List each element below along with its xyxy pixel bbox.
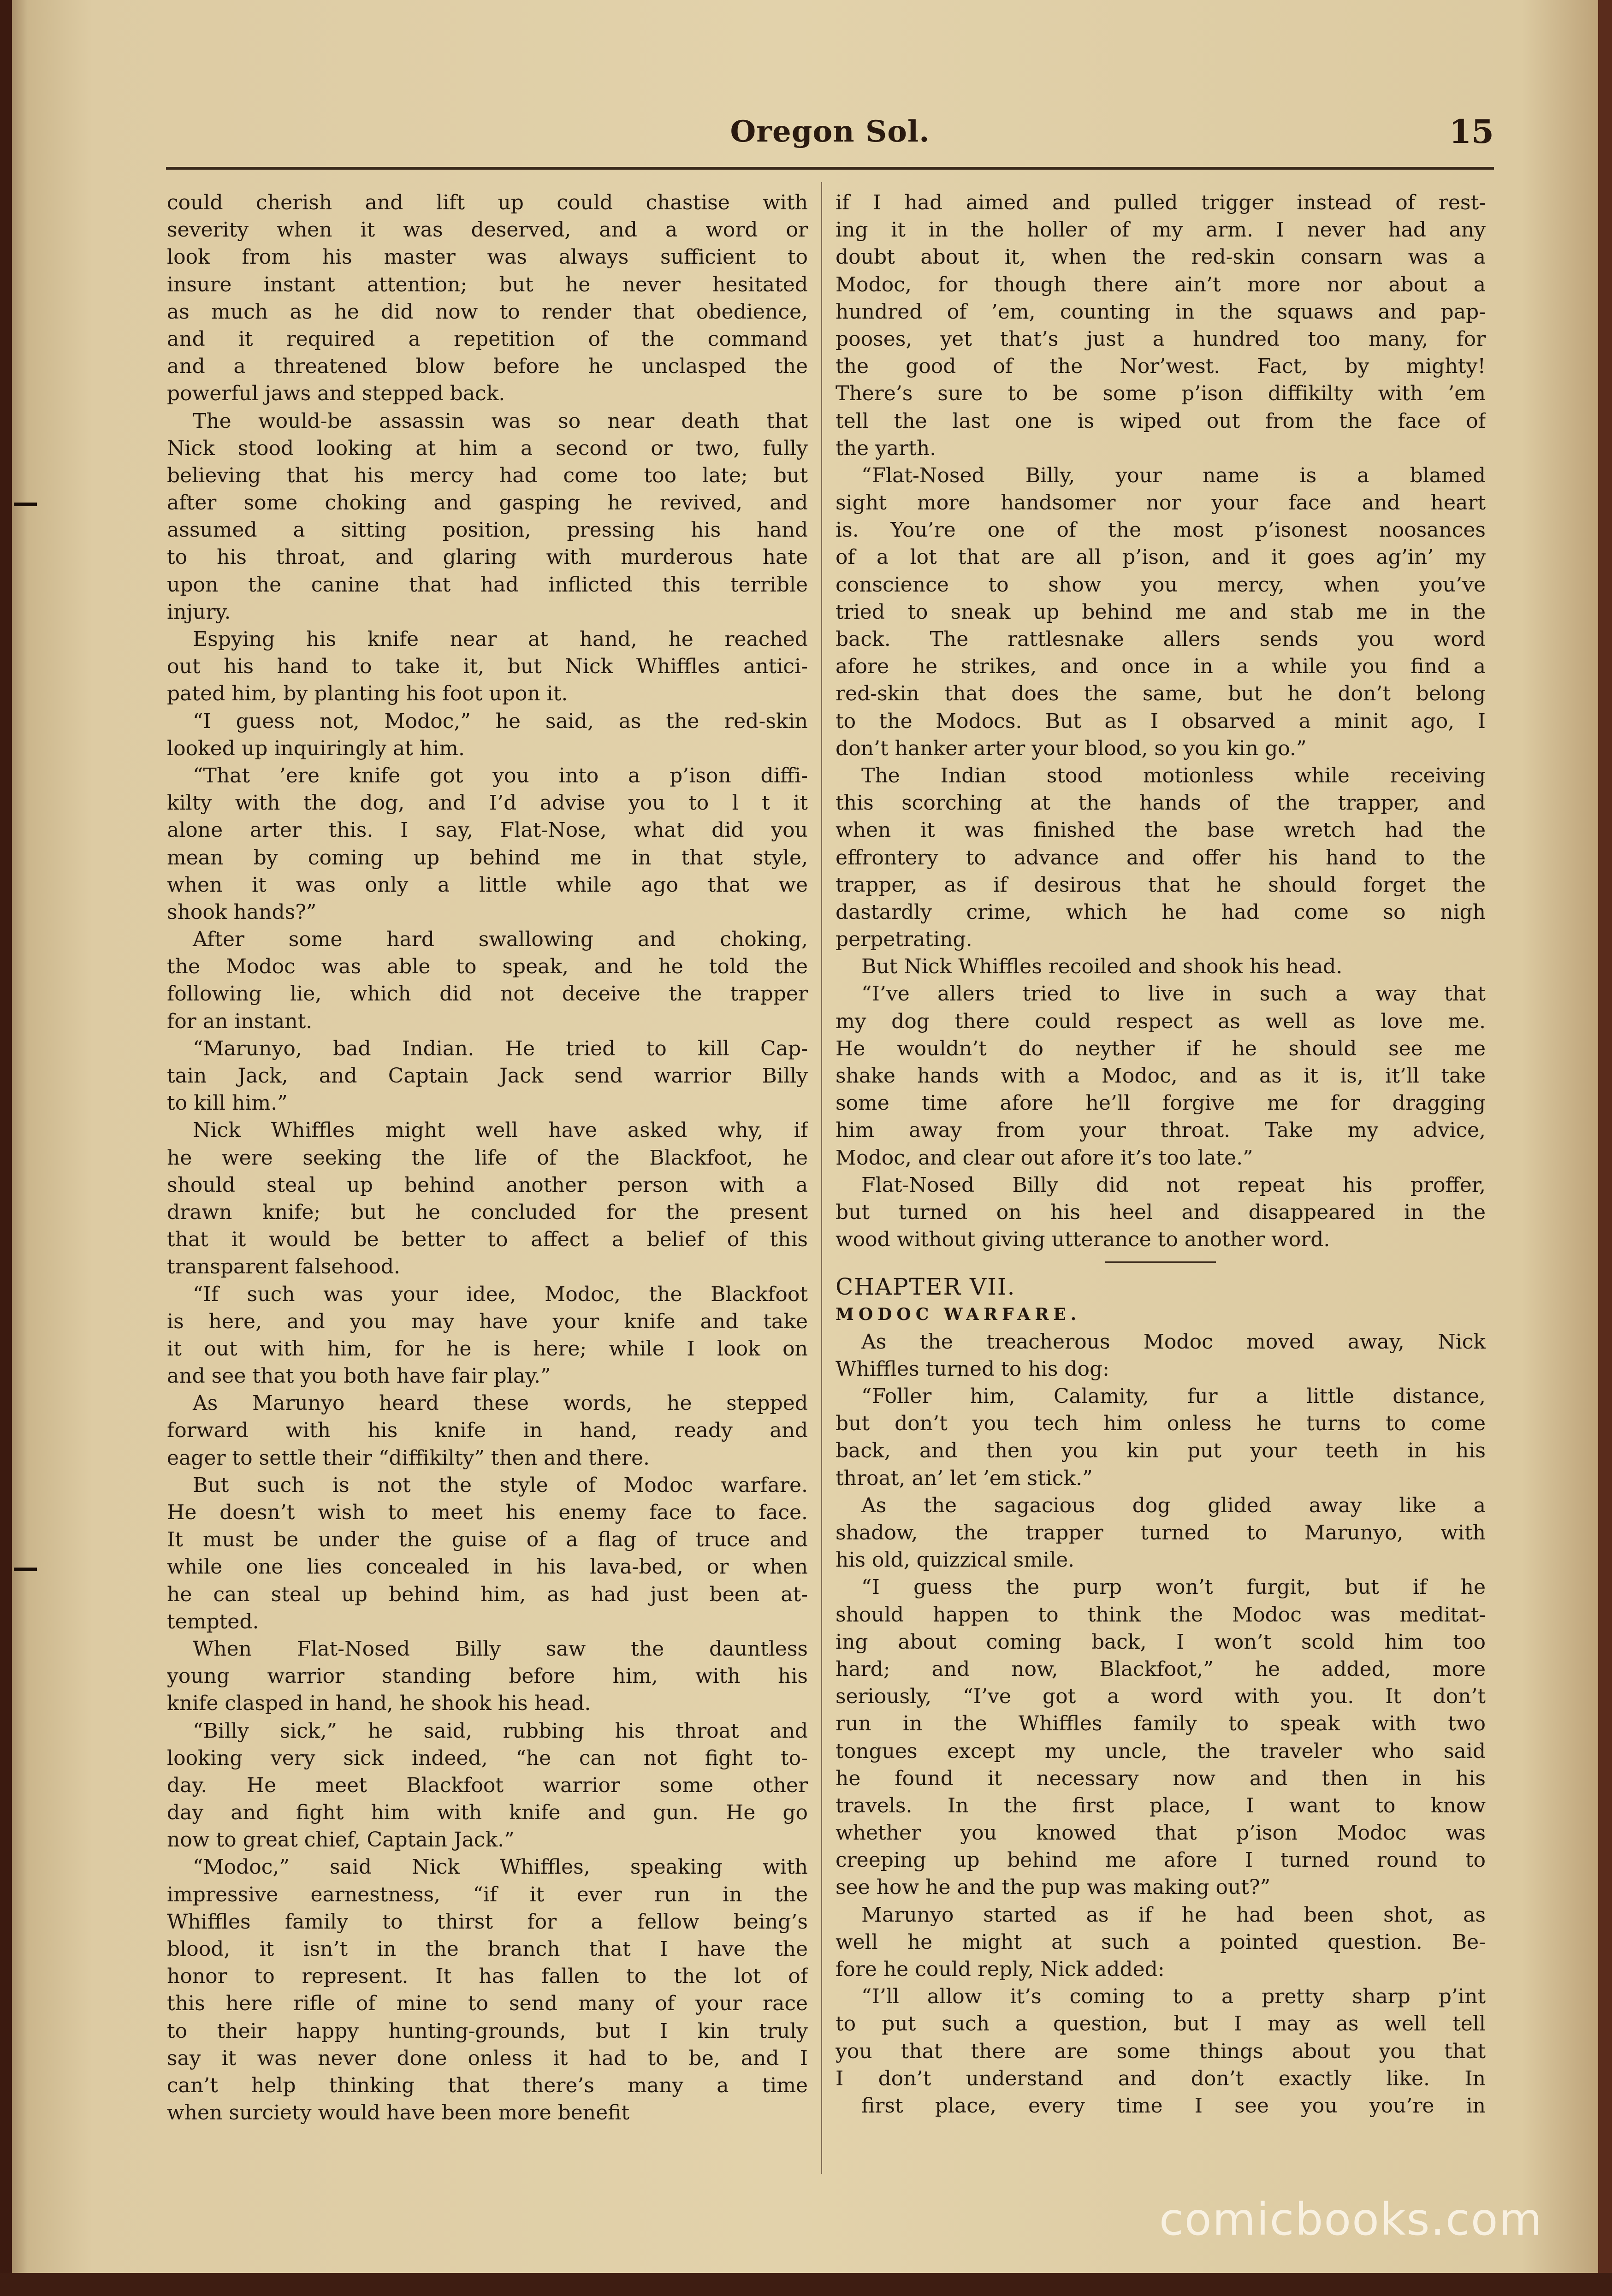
text-line: following lie, which did not deceive the trapper	[167, 982, 808, 1006]
right-text-column	[836, 189, 1486, 2119]
text-line: to the Modocs. But as I obsarved a minit ago, I	[836, 709, 1486, 733]
chapter-subtitle: MODOC WARFARE.	[836, 1304, 1081, 1324]
text-line: it out with him, for he is here; while I look on	[167, 1337, 808, 1361]
text-line: travels. In the first place, I want to know	[836, 1793, 1486, 1817]
watermark: comicbooks.com	[1159, 2194, 1543, 2245]
text-line: Marunyo started as if he had been shot, as	[861, 1903, 1486, 1927]
text-line: tell the last one is wiped out from the face of	[836, 409, 1486, 433]
text-line: He doesn’t wish to meet his enemy face to face.	[167, 1501, 808, 1524]
text-line: shook hands?”	[167, 900, 317, 924]
text-line: to their happy hunting-grounds, but I kin truly	[167, 2019, 808, 2043]
text-line: afore he strikes, and once in a while you find a	[836, 655, 1486, 679]
text-line: to kill him.”	[167, 1091, 288, 1115]
text-line: wood without giving utterance to another word.	[836, 1228, 1330, 1252]
text-line: effrontery to advance and offer his hand to the	[836, 846, 1486, 870]
text-line: dastardly crime, which he had come so nigh	[836, 900, 1486, 924]
text-line: “That ’ere knife got you into a p’ison diffi-	[193, 763, 808, 787]
text-line: first place, every time I see you you’re in	[861, 2094, 1486, 2118]
text-line: Whiffles turned to his dog:	[836, 1357, 1109, 1381]
right-page-edge	[1598, 0, 1612, 2296]
text-line: when surciety would have been more benefit	[167, 2101, 630, 2125]
text-line: some time afore he’ll forgive me for dragging	[836, 1091, 1486, 1115]
text-line: Nick Whiffles might well have asked why, if	[193, 1118, 808, 1142]
text-line: tried to sneak up behind me and stab me in the	[836, 600, 1486, 624]
text-line: “Flat-Nosed Billy, your name is a blamed	[861, 463, 1486, 487]
text-line: looked up inquiringly at him.	[167, 736, 465, 760]
text-line: upon the canine that had inflicted this terrible	[167, 573, 808, 597]
text-line: kilty with the dog, and I’d advise you to l t it	[167, 791, 808, 815]
margin-mark	[14, 1568, 37, 1571]
text-line: But Nick Whiffles recoiled and shook his head.	[861, 955, 1343, 979]
text-line: Espying his knife near at hand, he reached	[193, 627, 808, 651]
text-line: now to great chief, Captain Jack.”	[167, 1828, 515, 1852]
text-line: transparent falsehood.	[167, 1255, 401, 1279]
text-line: pooses, yet that’s just a hundred too many, for	[836, 327, 1486, 351]
text-line: sight more handsomer nor your face and heart	[836, 491, 1486, 515]
text-line: He wouldn’t do neyther if he should see me	[836, 1036, 1486, 1060]
text-line: The Indian stood motionless while receiving	[861, 763, 1486, 787]
text-line: injury.	[167, 600, 231, 624]
text-line: back. The rattlesnake allers sends you word	[836, 627, 1486, 651]
text-line: creeping up behind me afore I turned round to	[836, 1848, 1486, 1872]
text-line: throat, an’ let ’em stick.”	[836, 1466, 1093, 1490]
text-line: you that there are some things about you that	[836, 2039, 1486, 2063]
text-line: out his hand to take it, but Nick Whiffles antici-	[167, 655, 808, 679]
text-line: and it required a repetition of the command	[167, 327, 808, 351]
text-line: this scorching at the hands of the trapper, and	[836, 791, 1486, 815]
text-line: impressive earnestness, “if it ever run in the	[167, 1882, 808, 1906]
text-line: “Modoc,” said Nick Whiffles, speaking with	[193, 1855, 808, 1879]
text-line: hundred of ’em, counting in the squaws and pap-	[836, 300, 1486, 324]
text-line: see how he and the pup was making out?”	[836, 1876, 1271, 1900]
text-line: day and fight him with knife and gun. He go	[167, 1801, 808, 1825]
text-line: seriously, “I’ve got a word with you. It don’t	[836, 1685, 1486, 1709]
text-line: shake hands with a Modoc, and as it is, it’ll take	[836, 1064, 1486, 1088]
text-line: insure instant attention; but he never hesitated	[167, 272, 808, 296]
text-line: as much as he did now to render that obedience,	[167, 300, 808, 324]
margin-mark	[14, 503, 37, 506]
text-line: well he might at such a pointed question. Be-	[836, 1930, 1486, 1954]
text-line: can’t help thinking that there’s many a time	[167, 2073, 808, 2097]
text-line: Whiffles family to thirst for a fellow being’s	[167, 1910, 808, 1934]
text-line: The would-be assassin was so near death that	[193, 409, 808, 433]
text-line: tempted.	[167, 1610, 259, 1633]
text-line: to his throat, and glaring with murderous hate	[167, 545, 808, 569]
text-line: blood, it isn’t in the branch that I have the	[167, 1937, 808, 1961]
text-line: “If such was your idee, Modoc, the Blackfoot	[193, 1282, 808, 1306]
text-line: red-skin that does the same, but he don’t belong	[836, 682, 1486, 706]
text-line: day. He meet Blackfoot warrior some other	[167, 1773, 808, 1797]
text-line: assumed a sitting position, pressing his hand	[167, 518, 808, 542]
running-title: Oregon Sol.	[730, 114, 930, 149]
text-line: severity when it was deserved, and a word or	[167, 218, 808, 242]
text-line: to put such a question, but I may as well tell	[836, 2012, 1486, 2036]
text-line: the Modoc was able to speak, and he told the	[167, 955, 808, 979]
text-line: and a threatened blow before he unclasped the	[167, 355, 808, 379]
text-line: and see that you both have fair play.”	[167, 1364, 551, 1388]
text-line: Flat-Nosed Billy did not repeat his proffer,	[861, 1173, 1486, 1197]
bottom-page-edge	[0, 2273, 1612, 2296]
text-line: After some hard swallowing and choking,	[193, 928, 808, 952]
page-number: 15	[1449, 112, 1494, 151]
text-line: ing about coming back, I won’t scold him too	[836, 1630, 1486, 1654]
text-line: perpetrating.	[836, 928, 972, 952]
text-line: “I’ll allow it’s coming to a pretty sharp p’int	[861, 1985, 1486, 2009]
text-line: don’t hanker arter your blood, so you kin go.”	[836, 736, 1307, 760]
text-line: doubt about it, when the red-skin consarn was a	[836, 245, 1486, 269]
text-line: whether you knowed that p’ison Modoc was	[836, 1821, 1486, 1845]
text-line: ing it in the holler of my arm. I never had any	[836, 218, 1486, 242]
text-line: of a lot that are all p’ison, and it goes ag’in’ my	[836, 545, 1486, 569]
text-line: But such is not the style of Modoc warfare.	[193, 1473, 808, 1497]
text-line: when it was only a little while ago that we	[167, 873, 808, 897]
text-line: for an instant.	[167, 1009, 313, 1033]
text-line: his old, quizzical smile.	[836, 1548, 1075, 1572]
text-line: this here rifle of mine to send many of your race	[167, 1992, 808, 2016]
text-line: could cherish and lift up could chastise with	[167, 191, 808, 214]
text-line: look from his master was always sufficient to	[167, 245, 808, 269]
text-line: he found it necessary now and then in his	[836, 1766, 1486, 1790]
text-line: hard; and now, Blackfoot,” he added, more	[836, 1657, 1486, 1681]
left-text-column	[167, 189, 808, 2126]
text-line: “Marunyo, bad Indian. He tried to kill Cap-	[193, 1036, 808, 1060]
text-line: As the sagacious dog glided away like a	[861, 1493, 1486, 1517]
text-line: alone arter this. I say, Flat-Nose, what did you	[167, 818, 808, 842]
text-line: When Flat-Nosed Billy saw the dauntless	[193, 1637, 808, 1661]
text-line: tain Jack, and Captain Jack send warrior Billy	[167, 1064, 808, 1088]
text-line: “I guess the purp won’t furgit, but if he	[861, 1575, 1486, 1599]
text-line: should happen to think the Modoc was meditat-	[836, 1603, 1486, 1627]
text-line: powerful jaws and stepped back.	[167, 382, 505, 406]
text-line: he were seeking the life of the Blackfoot, he	[167, 1146, 808, 1170]
text-line: my dog there could respect as well as love me.	[836, 1009, 1486, 1033]
text-line: “I’ve allers tried to live in such a way that	[861, 982, 1486, 1006]
text-line: him away from your throat. Take my advice,	[836, 1118, 1486, 1142]
column-divider	[821, 182, 822, 2174]
text-line: There’s sure to be some p’ison diffikilty with ’em	[836, 382, 1486, 406]
text-line: mean by coming up behind me in that style,	[167, 846, 808, 870]
text-line: he can steal up behind him, as had just been at-	[167, 1582, 808, 1606]
text-line: run in the Whiffles family to speak with two	[836, 1712, 1486, 1736]
text-line: back, and then you kin put your teeth in his	[836, 1439, 1486, 1463]
text-line: forward with his knife in hand, ready and	[167, 1419, 808, 1443]
right-column-top-text	[836, 189, 1486, 1253]
text-line: Nick stood looking at him a second or two, fully	[167, 436, 808, 460]
text-line: shadow, the trapper turned to Marunyo, with	[836, 1521, 1486, 1544]
text-line: the good of the Nor’west. Fact, by mighty!	[836, 355, 1486, 379]
text-line: drawn knife; but he concluded for the present	[167, 1200, 808, 1224]
text-line: while one lies concealed in his lava-bed, or when	[167, 1555, 808, 1579]
text-line: but don’t you tech him onless he turns to come	[836, 1412, 1486, 1436]
text-line: if I had aimed and pulled trigger instead of rest-	[836, 191, 1486, 214]
text-line: when it was finished the base wretch had the	[836, 818, 1486, 842]
text-line: that it would be better to affect a belief of this	[167, 1228, 808, 1252]
text-line: tongues except my uncle, the traveler who said	[836, 1739, 1486, 1763]
chapter-title: CHAPTER VII.	[836, 1273, 1016, 1301]
right-column-bottom-text	[836, 1328, 1486, 2119]
text-line: “Billy sick,” he said, rubbing his throat and	[193, 1719, 808, 1743]
text-line: looking very sick indeed, “he can not fight to-	[167, 1746, 808, 1770]
text-line: As the treacherous Modoc moved away, Nick	[861, 1330, 1486, 1354]
spacer	[836, 1263, 1486, 1273]
text-line: “I guess not, Modoc,” he said, as the red-skin	[193, 709, 808, 733]
text-line: eager to settle their “diffikilty” then and there.	[167, 1446, 650, 1470]
binding-edge	[0, 0, 12, 2296]
text-line: knife clasped in hand, he shook his head.	[167, 1692, 591, 1716]
text-line: It must be under the guise of a flag of truce and	[167, 1528, 808, 1552]
text-line: believing that his mercy had come too late; but	[167, 463, 808, 487]
text-line: after some choking and gasping he revived, and	[167, 491, 808, 515]
text-line: Modoc, for though there ain’t more nor about a	[836, 272, 1486, 296]
text-line: honor to represent. It has fallen to the lot of	[167, 1965, 808, 1988]
page-header	[166, 111, 1494, 161]
text-line: is. You’re one of the most p’isonest noosances	[836, 518, 1486, 542]
text-line: should steal up behind another person with a	[167, 1173, 808, 1197]
text-line: “Foller him, Calamity, fur a little distance,	[861, 1385, 1486, 1408]
text-line: the yarth.	[836, 436, 936, 460]
text-line: trapper, as if desirous that he should forget the	[836, 873, 1486, 897]
text-line: conscience to show you mercy, when you’ve	[836, 573, 1486, 597]
text-line: say it was never done onless it had to be, and I	[167, 2046, 808, 2070]
header-rule	[166, 167, 1494, 170]
text-line: pated him, by planting his foot upon it.	[167, 682, 568, 706]
text-line: I don’t understand and don’t exactly like. In	[836, 2066, 1486, 2090]
text-line: but turned on his heel and disappeared in the	[836, 1200, 1486, 1224]
text-line: fore he could reply, Nick added:	[836, 1958, 1165, 1981]
text-line: young warrior standing before him, with his	[167, 1664, 808, 1688]
text-line: As Marunyo heard these words, he stepped	[193, 1391, 808, 1415]
text-line: is here, and you may have your knife and take	[167, 1309, 808, 1333]
text-line: Modoc, and clear out afore it’s too late.”	[836, 1146, 1253, 1170]
